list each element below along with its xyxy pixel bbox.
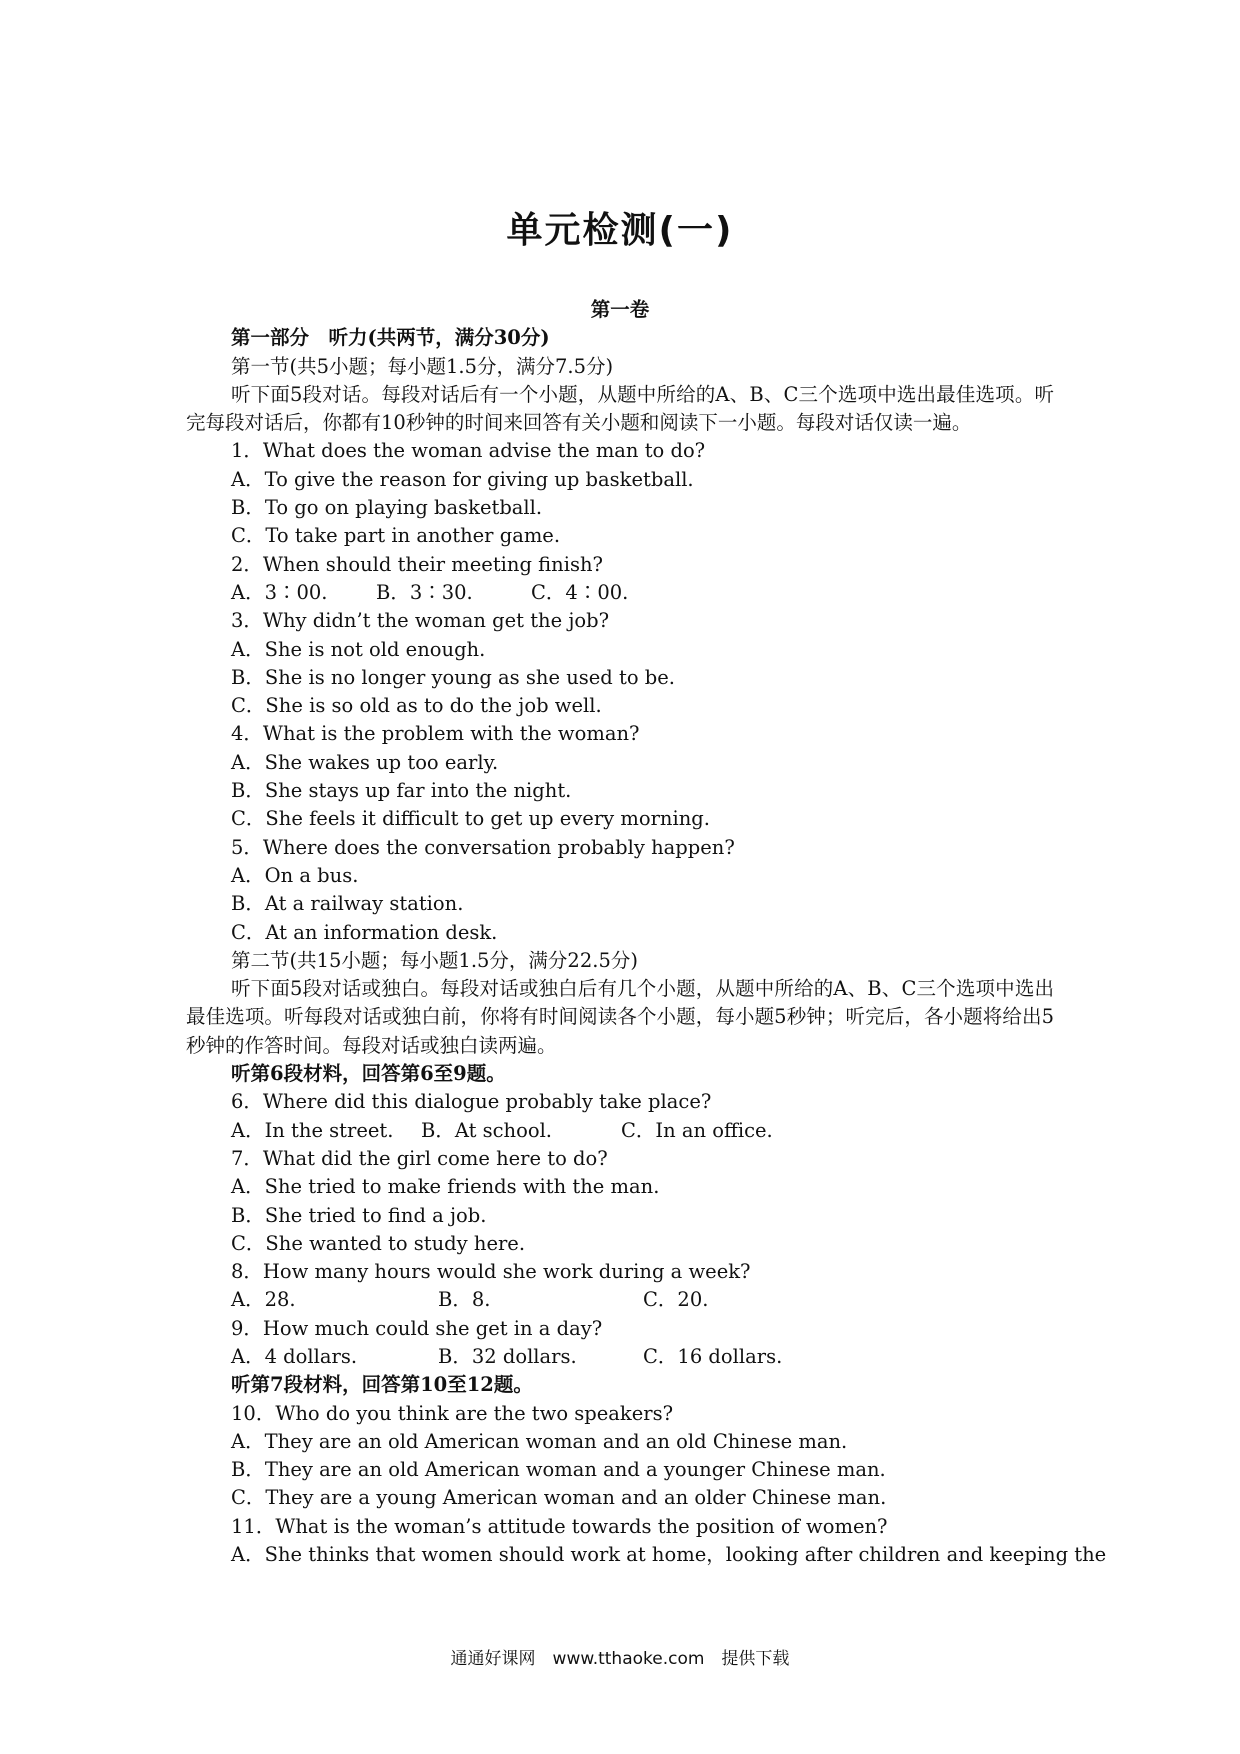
option-5b: B．At a railway station. bbox=[231, 892, 464, 916]
option-8c: C．20. bbox=[643, 1288, 709, 1312]
option-7a: A．She tried to make friends with the man. bbox=[231, 1175, 660, 1199]
material-7-heading: 听第7段材料，回答第10至12题。 bbox=[231, 1373, 533, 1397]
section2-heading: 第二节(共15小题；每小题1.5分，满分22.5分) bbox=[231, 948, 638, 972]
exam-content bbox=[186, 296, 1107, 1569]
options-8 bbox=[186, 1286, 1054, 1314]
options-6 bbox=[186, 1117, 1054, 1145]
question-4: 4．What is the problem with the woman? bbox=[231, 722, 640, 746]
option-1a: A．To give the reason for giving up basketball. bbox=[231, 467, 694, 491]
question-10: 10．Who do you think are the two speakers? bbox=[231, 1401, 674, 1425]
option-6c: C．In an office. bbox=[621, 1118, 773, 1142]
question-7: 7．What did the girl come here to do? bbox=[231, 1146, 608, 1170]
option-3a: A．She is not old enough. bbox=[231, 637, 486, 661]
option-10b: B．They are an old American woman and a younger Chinese man. bbox=[231, 1458, 886, 1482]
option-4a: A．She wakes up too early. bbox=[231, 750, 499, 774]
option-11a: A．She thinks that women should work at home，looking after children and keeping the bbox=[231, 1543, 1107, 1567]
option-1c: C．To take part in another game. bbox=[231, 524, 561, 548]
part1-heading: 第一部分 听力(共两节，满分30分) bbox=[231, 326, 550, 350]
page-title: 单元检测(一) bbox=[506, 210, 734, 251]
question-5: 5．Where does the conversation probably happen? bbox=[231, 835, 735, 859]
question-9: 9．How much could she get in a day? bbox=[231, 1316, 603, 1340]
option-5c: C．At an information desk. bbox=[231, 920, 498, 944]
page-footer: 通通好课网 www.tthaoke.com 提供下载 bbox=[450, 1649, 790, 1669]
option-5a: A．On a bus. bbox=[231, 863, 359, 887]
question-11: 11．What is the woman’s attitude towards the position of women? bbox=[231, 1514, 888, 1538]
option-2b: B．3∶30. bbox=[376, 580, 473, 604]
option-9a: A．4 dollars. bbox=[231, 1344, 358, 1368]
option-8a: A．28. bbox=[231, 1288, 296, 1312]
question-6: 6．Where did this dialogue probably take place? bbox=[231, 1090, 712, 1114]
material-6-heading: 听第6段材料，回答第6至9题。 bbox=[231, 1062, 506, 1086]
options-2 bbox=[186, 579, 1054, 607]
option-7b: B．She tried to find a job. bbox=[231, 1203, 487, 1227]
question-1: 1．What does the woman advise the man to do? bbox=[231, 439, 706, 463]
option-10c: C．They are a young American woman and an older Chinese man. bbox=[231, 1486, 887, 1510]
option-9b: B．32 dollars. bbox=[438, 1344, 577, 1368]
option-1b: B．To go on playing basketball. bbox=[231, 496, 543, 520]
section1-heading: 第一节(共5小题；每小题1.5分，满分7.5分) bbox=[231, 354, 614, 378]
option-8b: B．8. bbox=[438, 1288, 491, 1312]
section1-instructions: 听下面5段对话。每段对话后有一个小题，从题中所给的A、B、C三个选项中选出最佳选项。听完每段对话后，你都有10秒钟的时间来回答有关小题和阅读下一小题。每段对话仅读一遍。 bbox=[186, 382, 1054, 435]
question-8: 8．How many hours would she work during a week? bbox=[231, 1260, 751, 1284]
option-9c: C．16 dollars. bbox=[643, 1344, 783, 1368]
question-2: 2．When should their meeting finish? bbox=[231, 552, 603, 576]
option-3b: B．She is no longer young as she used to be. bbox=[231, 665, 675, 689]
option-10a: A．They are an old American woman and an old Chinese man. bbox=[231, 1429, 848, 1453]
option-4c: C．She feels it difficult to get up every morning. bbox=[231, 807, 710, 831]
question-3: 3．Why didn’t the woman get the job? bbox=[231, 609, 610, 633]
option-2a: A．3∶00. bbox=[231, 580, 328, 604]
option-4b: B．She stays up far into the night. bbox=[231, 779, 572, 803]
volume-heading: 第一卷 bbox=[590, 298, 650, 321]
option-6b: B．At school. bbox=[421, 1118, 553, 1142]
options-9 bbox=[186, 1343, 1054, 1371]
option-2c: C．4∶00. bbox=[531, 580, 629, 604]
section2-instructions: 听下面5段对话或独白。每段对话或独白后有几个小题，从题中所给的A、B、C三个选项中选出最佳选项。听每段对话或独白前，你将有时间阅读各个小题，每小题5秒钟；听完后，各小题将给出5秒钟的作答时间。每段对话或独白读两遍。 bbox=[186, 977, 1054, 1057]
option-6a: A．In the street. bbox=[231, 1118, 394, 1142]
option-7c: C．She wanted to study here. bbox=[231, 1231, 526, 1255]
option-3c: C．She is so old as to do the job well. bbox=[231, 694, 602, 718]
